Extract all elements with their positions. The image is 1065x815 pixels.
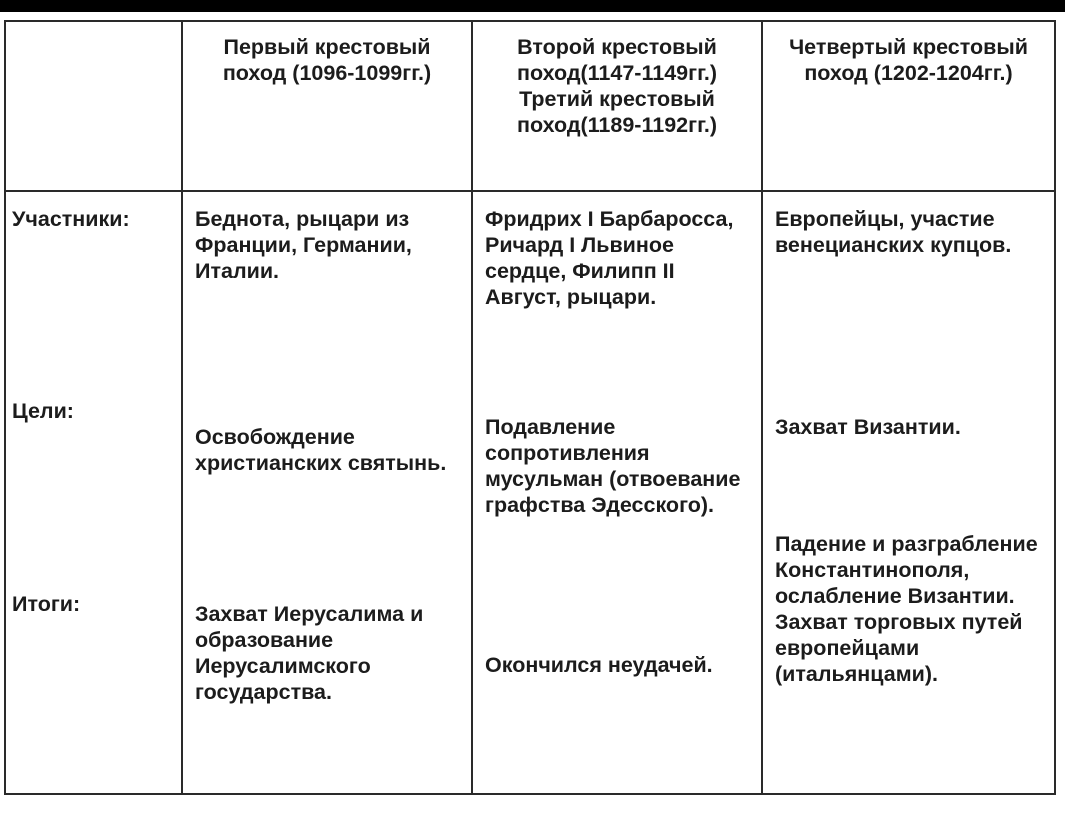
header-third-crusade-text: Третий крестовый поход(1189-1192гг.): [517, 87, 717, 137]
fourth-participants: Европейцы, участие венецианских купцов.: [775, 207, 1012, 257]
label-goals: Цели:: [12, 399, 74, 423]
second-third-results: Окончился неудачей.: [485, 653, 713, 677]
first-crusade-cell: [182, 191, 472, 794]
label-results: Итоги:: [12, 592, 81, 616]
first-goals: Освобождение христианских святынь.: [195, 425, 447, 475]
header-second-crusade-text: Второй крестовый поход(1147-1149гг.): [517, 35, 717, 85]
header-corner-cell: [5, 21, 182, 191]
fourth-goals: Захват Византии.: [775, 415, 961, 439]
first-results: Захват Иерусалима и образование Иерусалимского государства.: [195, 602, 424, 704]
header-second-third-crusade: [472, 21, 762, 191]
header-fourth-crusade-text: Четвертый крестовый поход (1202-1204гг.): [789, 35, 1028, 85]
first-participants: Беднота, рыцари из Франции, Германии, Италии.: [195, 207, 412, 283]
fourth-crusade-cell: [762, 191, 1055, 794]
second-third-crusade-cell: [472, 191, 762, 794]
header-row: [5, 21, 1055, 191]
header-first-crusade-text: Первый крестовый поход (1096-1099гг.): [222, 35, 432, 85]
row-labels-cell: [5, 191, 182, 794]
second-third-goals: Подавление сопротивления мусульман (отвоевание графства Эдесского).: [485, 415, 741, 517]
crusades-table: [4, 20, 1056, 795]
second-third-participants: Фридрих I Барбаросса, Ричард I Львиное сердце, Филипп II Август, рыцари.: [485, 207, 734, 309]
label-participants: Участники:: [12, 207, 130, 231]
header-first-crusade: [182, 21, 472, 191]
top-black-bar: [0, 0, 1065, 12]
fourth-results: Падение и разграбление Константинополя, ослабление Византии. Захват торговых путей европейцами (итальянцами).: [775, 532, 1038, 686]
body-row: [5, 191, 1055, 794]
header-fourth-crusade: [762, 21, 1055, 191]
